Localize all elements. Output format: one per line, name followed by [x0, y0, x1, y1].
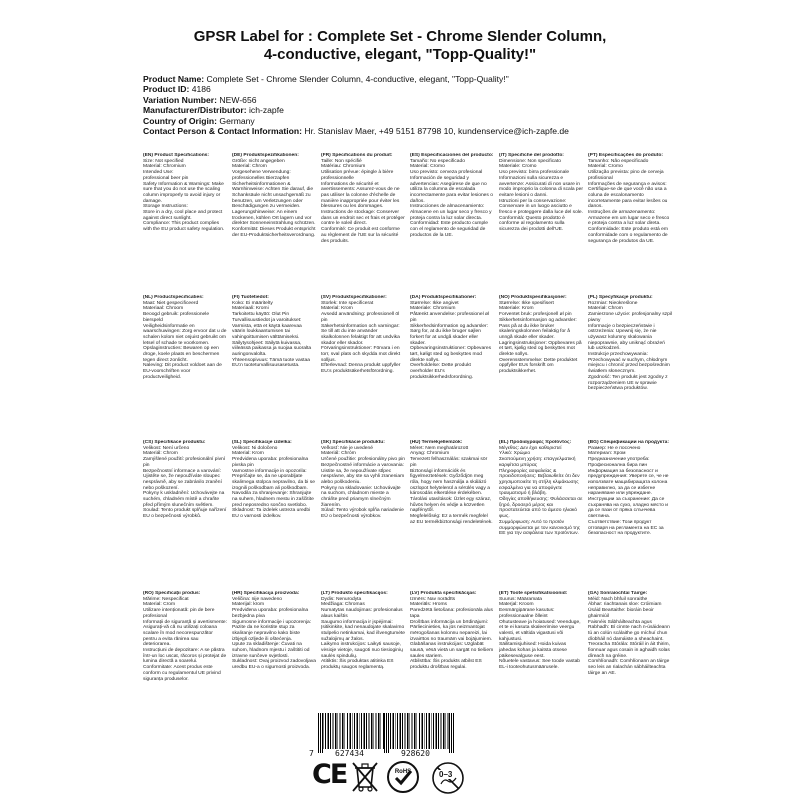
language-spec-block: [410, 295, 494, 440]
info-label: Product Name:: [143, 74, 205, 84]
spec-line: Υλικό: Χρώμιο: [499, 451, 531, 457]
spec-line: Biztonsági információk és figyelmeztetések: Győződjön meg róla, hogy nem használja a skálázó oszlopot helytelenül a sérülés vagy a károsodás elkerülése érdekében.: [410, 468, 490, 497]
spec-line: Atitiktis: Šis produktas atitinka ES produktų saugos reglamentą.: [321, 659, 394, 671]
language-spec-block: [410, 440, 494, 591]
spec-line: Materiał: Chrom: [588, 306, 623, 312]
spec-line: Comhlíonadh: Comhlíonann an táirge seo leis an rialachán sábháilteachta táirge an AE.: [588, 659, 670, 676]
spec-line: Velikost: Ni določeno: [232, 445, 278, 451]
spec-line: Treoracha Stórála: Stóráil in áit thirim, fionnuar agus cosain in aghaidh solas díreach na gréine.: [588, 642, 670, 659]
waste-bin-icon: [350, 760, 380, 794]
spec-line: Bezpečnostní informace a varování: Ujistěte se, že nepoužíváte sloupec nesprávně, aby se zabránilo zranění nebo poškození.: [143, 468, 222, 491]
spec-line: Material: Krom: [321, 306, 353, 312]
spec-line: Úsáid Beartaithe: bioráin beoir ghairmiúil: [588, 608, 654, 619]
info-row: [143, 116, 743, 126]
rohs-icon: [386, 760, 420, 794]
spec-line: Zamierzone użycie: profesjonalny szpil piwny: [588, 312, 672, 323]
spec-line: Materjal: Kroom: [499, 602, 534, 608]
spec-line: Instrukcje przechowywania: Przechowywać w suchym, chłodnym miejscu i chronić przed bezpośrednim światłem słonecznym.: [588, 352, 670, 375]
spec-row: [143, 153, 672, 295]
spec-line: Compliance: This product complies with the EU product safety regulation.: [143, 221, 225, 233]
spec-line: Laikymo instrukcijos: Laikyti sausoje, vėsioje vietoje, saugoti nuo tiesioginių saulės spindulių.: [321, 642, 403, 659]
spec-line: Súlad: Tento výrobok spĺňa nariadenie EÚ o bezpečnosti výrobkov.: [321, 508, 404, 520]
spec-line: Größe: nicht angegeben: [232, 158, 285, 164]
spec-line: Veľkosť: Nie je uvedené: [321, 445, 373, 451]
spec-line: Μέγεθος: Δεν έχει καθοριστεί: [499, 445, 562, 451]
spec-heading: (ES) Especificaciones del producto:: [410, 153, 494, 158]
spec-line: Material: Chrom: [232, 164, 267, 170]
spec-line: Material: Cromo: [588, 164, 623, 170]
spec-line: Съответствие: Този продукт отговаря на регламента на ЕС за безопасност на продуктите.: [588, 519, 664, 537]
spec-line: Opbevaringsinstruktioner: Opbevares tørt, køligt sted og beskyttes mod direkte sollys.: [410, 346, 492, 363]
spec-line: Conformidad: Este producto cumple con el reglamento de seguridad de productos de la UE.: [410, 221, 489, 238]
spec-line: Utilisation prévue: épingle à bière professionnelle: [321, 170, 394, 181]
spec-heading: (HR) Specifikacija proizvoda:: [232, 591, 300, 596]
spec-line: professional beer pin: [143, 175, 189, 181]
spec-line: Beoogd gebruik: professionele bierspeld: [143, 312, 210, 323]
spec-line: Tervezett felhasználás: szakmai sör pin: [410, 457, 488, 468]
spec-line: Avsedd användning: professionell öl pin: [321, 312, 400, 323]
spec-line: Materiāls: Hroms: [410, 602, 447, 608]
spec-line: Sikkerhetsinformasjon og advarsler: Pass på at du ikke bruker skaleringskolonnen feilaktig for å unngå skade eller skader.: [499, 317, 577, 340]
spec-line: Material: Krom: [232, 451, 264, 457]
spec-line: Dydis: Nenurodyta: [321, 596, 362, 602]
info-row: [143, 74, 743, 84]
language-spec-block: [588, 440, 672, 591]
info-label: Country of Origin:: [143, 115, 217, 126]
spec-line: Overholdelse: Dette produkt overholder EU's produktsikkerhedsforordning.: [410, 363, 474, 380]
spec-line: Säkerhetsinformation och varningar: Se till att du inte använder skalkolonnen felaktigt för att undvika skador eller skador.: [321, 323, 400, 346]
info-label: Contact Person & Contact Information:: [143, 126, 302, 137]
spec-line: Materijal: krom: [232, 602, 265, 608]
spec-line: Store in a dry, cool place and protect against direct sunlight.: [143, 210, 223, 221]
spec-line: Istruzioni per la conservazione: Conservare in un luogo asciutto e fresco e proteggere dalla luce del sole.: [499, 198, 583, 216]
spec-line: Upute za skladištenje: Čuvati na suhom, hladnom mjestu i zaštititi od izravne sunčeve svjetlosti.: [232, 642, 310, 659]
spec-line: Información de seguridad y advertencias: Asegúrese de que no utiliza la columna de escalada incorrectamente para evitar lesiones o daños.: [410, 175, 493, 204]
spec-line: Numatytas naudojimas: profesionalus alaus kaištis: [321, 608, 403, 619]
spec-line: Varnostne informacije in opozorila: Prepričajte se, da ne uporabljate skalirnega stolpca nepravilno, da bi se izognili poškodbam ali poškodbam.: [232, 468, 315, 491]
language-spec-block: [321, 295, 405, 440]
spec-line: Safety Information & Warnings: Make sure that you do not use the scaling column improperly to avoid injury or damage.: [143, 181, 224, 204]
spec-line: Tarkoitettu käyttö: Olut Pin: [232, 312, 290, 318]
info-label: Product ID:: [143, 84, 190, 95]
spec-line: Maat: Niet gespecificeerd: [143, 300, 199, 306]
spec-line: Materiál: Chrom: [143, 451, 178, 457]
spec-heading: (PL) Specyfikacje produktu:: [588, 295, 653, 300]
product-info: [143, 74, 743, 136]
spec-line: Efterlevnad: Denna produkt uppfyller EU:s produktsäkerhetsförordning.: [321, 363, 401, 375]
spec-line: Sikkerhedsinformation og advarsler: Sørg for, at du ikke bruger søjlen forkert for at undgå skader eller skader.: [410, 323, 489, 346]
spec-line: Material: Crom: [143, 602, 176, 608]
language-spec-block: [410, 153, 494, 295]
spec-line: Informații de siguranță și avertismente: Asigurați-vă că nu utilizați coloana scalare în mod necorespunzător pentru a evita rănirea sau deteriorarea.: [143, 619, 227, 648]
spec-line: Materiale: Krom: [499, 306, 534, 312]
spec-line: Säilytysohjeet: Säilytä kuivassa, viileässä paikassa ja suojaa suoralta auringonvalolta.: [232, 340, 312, 358]
spec-heading: (NL) Productspecificaties:: [143, 295, 204, 300]
spec-line: Ohutusteave ja hoiatused: Veenduge, et te ei kasuta skaleerimise veergu valesti, et vältida vigastusi või kahjustusi.: [499, 619, 581, 642]
spec-line: Informazioni sulla sicurezza e avvertenze: Assicurati di non usare in modo improprio la colonna di scala per evitare lesioni o danni.: [499, 175, 583, 198]
spec-line: Zamýšlené použití: profesionální pivní pin: [143, 457, 226, 468]
spec-line: Utilização prevista: pino de cerveja profissional: [588, 170, 664, 181]
language-spec-block: [499, 440, 583, 591]
info-value: Germany: [219, 115, 255, 126]
spec-heading: (PT) Especificações do produto:: [588, 153, 663, 158]
spec-line: Medžiaga: Chromas: [321, 602, 365, 608]
title-line-1: GPSR Label for : Complete Set - Chrome Slender Column,: [193, 28, 607, 45]
spec-line: Mărime: Nespecificat: [143, 596, 189, 602]
language-spec-block: [232, 591, 316, 738]
barcode-digit-first: 7: [306, 749, 317, 758]
spec-heading: (GA) Sonraíochtaí Táirge:: [588, 591, 648, 596]
spec-line: Saugumo informacija ir įspėjimai: Įsitikinkite, kad nenaudojate skalavimo stulpelio netinkamai, kad išvengtumėte sužalojimų ar žalos.: [321, 619, 405, 642]
spec-heading: (SV) Produktspecifikationer:: [321, 295, 387, 300]
spec-line: Nõuetele vastavus: See toode vastab EL-i tooteohutusmäärusele.: [499, 659, 581, 671]
language-spec-block: [588, 295, 672, 440]
spec-heading: (DA) Produktspecifikationer:: [410, 295, 477, 300]
spec-line: Velikost: Není určeno: [143, 445, 190, 451]
spec-line: Påtænkt anvendelse: professionel øl pin: [410, 312, 490, 323]
info-row: [143, 84, 743, 94]
info-row: [143, 95, 743, 105]
spec-line: Sukladnost: Ovaj proizvod zadovoljava uredbu EU-a o sigurnosti proizvoda.: [232, 659, 316, 671]
spec-line: Méret: Nem meghatározott: [410, 445, 469, 451]
label-title: [60, 28, 740, 64]
spec-line: Utilizare intenționată: pin de bere profesional: [143, 608, 215, 619]
spec-line: Atbilstība: Šis produkts atbilst ES produktu drošības regulai.: [410, 659, 482, 671]
spec-line: Størrelse: Ikke spesifisert: [499, 300, 554, 306]
spec-heading: (LT) Produkto specifikacijos:: [321, 591, 388, 596]
spec-line: Materiale: Cromo: [499, 164, 537, 170]
spec-line: Οδηγίες αποθήκευσης: Φυλάσσεται σε ξηρό, δροσερό μέρος και προστατεύεται από το άμεσο ηλιακό φως.: [499, 497, 583, 520]
info-value: Complete Set - Chrome Slender Column, 4-conductive, elegant, "Topp-Quality!": [206, 74, 509, 84]
language-spec-block: [143, 440, 227, 591]
spec-line: Tamaño: No especificado: [410, 158, 465, 164]
language-spec-block: [143, 153, 227, 295]
spec-line: Paredzētā lietošana: profesionāla alus tapa: [410, 608, 493, 619]
svg-text:RoHS: RoHS: [394, 769, 412, 775]
spec-line: Koko: Ei määritelty: [232, 300, 273, 306]
spec-heading: (NO) Produktspesifikasjoner:: [499, 295, 567, 300]
spec-heading: (ET) Toote spetsifikatsioonid:: [499, 591, 568, 596]
spec-line: Konformität: Dieses Produkt entspricht der EU-Produktsicherheitsverordnung.: [232, 227, 316, 238]
language-specs-grid: [143, 153, 672, 738]
language-spec-block: [232, 295, 316, 440]
spec-line: Anyag: Chromium: [410, 451, 450, 457]
spec-line: Инструкции за съхранение: Да се съхранява на сухо, хладно място и да се пази от пряка слънчева светлина.: [588, 497, 668, 520]
spec-line: Matériau: Chromium: [321, 164, 366, 170]
language-spec-block: [143, 295, 227, 440]
info-value: NEW-656: [219, 94, 257, 105]
spec-line: Skladnost: Ta izdelek ustreza uredbi EU o varnosti izdelkov.: [232, 508, 311, 520]
spec-line: Instrucțiuni de depozitare: A se păstra într-un loc uscat, răcoros și protejat de lumina directă a soarelui.: [143, 648, 227, 665]
language-spec-block: [232, 153, 316, 295]
spec-line: Uso previsto: cerveza profesional: [410, 170, 483, 176]
spec-line: Συμμόρφωση: Αυτό το προϊόν συμμορφώνεται με τον κανονισμό της ΕΕ για την ασφάλεια των προϊόντων.: [499, 519, 581, 537]
spec-line: Suurus: Määramata: [499, 596, 542, 602]
spec-line: Materiale: Chromium: [410, 306, 456, 312]
language-spec-block: [499, 591, 583, 738]
spec-line: Materiaal: Chroom: [143, 306, 184, 312]
spec-line: Predviđena uporaba: profesionalna bezbjedna piva: [232, 608, 309, 619]
spec-line: Förvaringsinstruktioner: Förvara i en torr, sval plats och skydda mot direkt solljus.: [321, 346, 401, 363]
age-restriction-icon: [428, 760, 468, 796]
spec-line: Soulad: Tento produkt splňuje nařízení EU o bezpečnosti výrobků.: [143, 508, 227, 520]
spec-line: Zgodność: Ten produkt jest zgodny z rozporządzeniem UE w sprawie bezpieczeństwa produktów.: [588, 374, 668, 392]
spec-line: Informacje o bezpieczeństwie i ostrzeżenia: Upewnij się, że nie używasz kolumny skalowania niepoprawnie, aby uniknąć obrażeń lub uszkodzeń.: [588, 323, 665, 352]
spec-line: Materiál: Chróm: [321, 451, 356, 457]
spec-line: Eesmärgipärane kasutus: professionaalne õlleint: [499, 608, 555, 619]
spec-heading: (BG) Спецификации на продукта:: [588, 440, 669, 445]
language-spec-block: [321, 153, 405, 295]
spec-heading: (HU) Termékjellemzők:: [410, 440, 463, 445]
spec-line: Uso previsto: birra professionale: [499, 170, 570, 176]
title-line-2: 4-conductive, elegant, "Topp-Quality!": [263, 46, 537, 63]
spec-line: Ábhar: riachtanais sloe: Cróimiam: [588, 602, 662, 608]
spec-line: Faisnéis Sábháilteachta agus Rabhadh: Bí cinnte nach n-úsáideann tú an colún scálaithe go míchuí chun díobháil nó damáiste a sheachaint.: [588, 619, 670, 642]
spec-line: Conformità: Questo prodotto è conforme al regolamento sulla sicurezza dei prodotti dell'UE.: [499, 215, 565, 233]
spec-line: Forventet bruk: profesjonell øl pin: [499, 312, 572, 318]
ean-barcode: [306, 713, 466, 757]
info-value: ich-zapfe: [249, 105, 284, 116]
spec-line: Материал: Хром: [588, 451, 626, 457]
language-spec-block: [499, 153, 583, 295]
info-value: 4186: [191, 84, 211, 95]
spec-heading: (FI) Tuotetiedot:: [232, 295, 269, 300]
spec-line: Predvidena uporaba: profesionalna pivska pin: [232, 457, 309, 468]
spec-line: Storlek: Inte specificerat: [321, 300, 374, 306]
spec-line: Conformitate: Acest produs este conform cu regulamentul UE privind siguranța produselor.: [143, 665, 221, 682]
barcode-bars: [318, 713, 454, 749]
spec-line: Opslaginstructies: Bewaren op een droge, koele plaats en beschermen tegen direct zonlicht.: [143, 346, 220, 363]
spec-line: Taille: Non spécifié: [321, 158, 362, 164]
spec-line: Tárolási utasítások: Üzlet egy száraz, hűvös helyen és védje a közvetlen napfénytől.: [410, 497, 492, 514]
spec-line: Izmērs: Nav norādīts: [410, 596, 456, 602]
spec-line: Pokyny k uskladnění: Uchovávejte na suchém, chladném místě a chraňte před přímým slunečním světlem.: [143, 491, 225, 508]
spec-line: Storage Instructions:: [143, 204, 188, 210]
info-row: [143, 126, 743, 136]
spec-line: Informações de segurança e avisos: Certifique-se de que você não usa a coluna de escalonamento incorretamente para evitar lesões ou danos.: [588, 181, 668, 210]
spec-heading: (SK) Špecifikácie produktu:: [321, 440, 385, 445]
info-label: Variation Number:: [143, 94, 218, 105]
language-spec-block: [143, 591, 227, 738]
spec-line: Material: Cromo: [410, 164, 445, 170]
spec-heading: (LV) Produkta specifikācijas:: [410, 591, 477, 596]
spec-line: Materiaali: Kromi: [232, 306, 269, 312]
spec-line: Material: Chromium: [143, 164, 186, 170]
spec-line: Navodila za shranjevanje: Shranjujte na suhem, hladnem mestu in zaščitite pred neposredno sončno svetlobo.: [232, 491, 314, 508]
spec-line: Určené použitie: profesionálny pivo pin: [321, 457, 405, 463]
spec-heading: (SL) Specifikacije izdelka:: [232, 440, 292, 445]
spec-line: Drošības informācija un brīdinājumi: Pārliecinieties, ka jūs neizmantojat mērogošanas kolonnu nepareizi, lai izvairītos no traumām vai bojājumiem.: [410, 619, 493, 642]
spec-line: Информация за безопасност и предупреждения: Уверете се, че не използвате мащабиращата колона неправилно, за да се избегне нараняване или увреждане.: [588, 468, 669, 497]
spec-row: [143, 440, 672, 591]
spec-heading: (IT) Specifiche del prodotto:: [499, 153, 564, 158]
language-spec-block: [588, 153, 672, 295]
language-spec-block: [321, 440, 405, 591]
language-spec-block: [232, 440, 316, 591]
barcode-digits-left: 627434: [332, 749, 367, 758]
spec-heading: (EL) Προδιαγραφές προϊόντος:: [499, 440, 572, 445]
spec-heading: (RO) Specificații produs:: [143, 591, 201, 596]
spec-line: Yhteensopivuus: Tämä tuote vastaa EU:n tuoteturvallisuusasetusta.: [232, 357, 310, 369]
age-label: 0–3: [439, 770, 453, 779]
spec-line: Size: Not specified: [143, 158, 184, 164]
spec-line: Glabāšanas instrukcijas: Uzglabāt sausā, vēsā vietā un sargāt no tiešiem saules stariem.: [410, 642, 494, 659]
spec-line: Naleving: Dit product voldoet aan de EU-voorschriften voor productveiligheid.: [143, 363, 222, 380]
info-label: Manufacturer/Distributor:: [143, 105, 247, 116]
spec-line: Sicherheitsinformationen & Warnhinweise: Achten Sie darauf, die Schanksäule nicht unsachgemäß zu benutzen, um Verletzungen oder Beschädigungen zu vermeiden.: [232, 181, 314, 210]
spec-line: Tamanho: Não especificado: [588, 158, 649, 164]
info-value: Hr. Stanislav Maer, +49 5151 87798 10, kundenservice@ich-zapfe.de: [304, 126, 569, 137]
spec-line: Dimensione: Non specificato: [499, 158, 561, 164]
spec-line: Størrelse: Ikke angivet: [410, 300, 459, 306]
spec-line: Säilitamisjuhised: Hoida kuivas jahedas kohas ja kaitsta otsese päikesevalguse eest.: [499, 642, 567, 659]
spec-line: Bezpečnostné informácie a varovania: Uistite sa, že nepoužívate stĺpec nesprávne, aby ste sa vyhli zraneniam alebo poškodeniu.: [321, 462, 405, 485]
language-spec-block: [588, 591, 672, 738]
spec-heading: (DE) Produktspezifikationen:: [232, 153, 299, 158]
spec-line: Pokyny na skladovanie: Uchovávajte na suchom, chladnom mieste a chráňte pred priamym slnečným žiarením.: [321, 485, 401, 508]
spec-line: Conformité: Ce produit est conforme au règlement de l'UE sur la sécurité des produits.: [321, 227, 400, 244]
spec-line: Méid: Nach bhfuil sonraithe: [588, 596, 648, 602]
spec-line: Rozmiar: Nieokreślone: [588, 300, 638, 306]
spec-line: Informations de sécurité et avertissements: Assurez-vous de ne pas utiliser la colonne d'échelle de manière inappropriée pour éviter les blessures ou les dommages.: [321, 181, 400, 210]
spec-line: Πληροφορίες ασφαλείας & προειδοποιήσεις: Βεβαιωθείτε ότι δεν χρησιμοποιείτε τη στήλη κλιμάκωσης εσφαλμένα για να αποφύγετε τραυματισμό ή βλάβη.: [499, 468, 580, 497]
barcode-digits-right: 928620: [398, 749, 433, 758]
spec-line: Veiligheidsinformatie en waarschuwingen: Zorg ervoor dat u de schalen kolom niet onjuist gebruikt om letsel of schade te voorkomen.: [143, 323, 227, 346]
spec-line: Lagerungshinweise: An einem trockenen, kühlen Ort lagern und vor direkter Sonneneinstrahlung schützen.: [232, 210, 316, 227]
spec-line: Megfelelőség: Ez a termék megfelel az EU termékbiztonsági rendeletének.: [410, 514, 493, 525]
spec-line: Veličina: nije navedeno: [232, 596, 283, 602]
spec-line: Instrucciones de almacenamiento: Almacene en un lugar seco y fresco y proteja contra la luz solar directa.: [410, 204, 492, 221]
spec-line: Vorgesehene Verwendung: professionelles Bierzapfen: [232, 170, 291, 181]
ce-mark-icon: CE: [312, 759, 347, 790]
spec-line: Instructions de stockage: Conserver dans un endroit sec et frais et protéger contre le soleil direct.: [321, 210, 405, 227]
spec-line: Sigurnosne informacije i upozorenja: Pazite da ne koristite stup za skaliranje nepravilno kako biste izbjegli ozljede ili oštećenja.: [232, 619, 312, 642]
language-spec-block: [499, 295, 583, 440]
spec-heading: (FR) Spécifications du produit:: [321, 153, 393, 158]
spec-line: Lagringsinstruksjoner: Oppbevares på et tørt, kjølig sted og beskyttes mot direkte sollys.: [499, 340, 582, 358]
spec-line: Instruções de armazenamento: Armazene em um lugar seco e fresco e proteja contra a luz solar direta.: [588, 210, 670, 227]
info-row: [143, 105, 743, 115]
spec-line: Overensstemmelse: Dette produktet oppfyller EUs forskrift om produktsikkerhet.: [499, 357, 578, 375]
spec-line: Размер: Не е посочено: [588, 445, 641, 451]
spec-line: Предназначение употреба: Професионална бира пин: [588, 457, 650, 468]
spec-line: Conformidade: Este produto está em conformidade com o regulamento de segurança de produtos da UE.: [588, 227, 668, 244]
spec-line: Intended Use:: [143, 170, 174, 176]
spec-line: Turvallisuustiedot ja varoitukset: Varmista, että et käytä kaarevaa väärin loukkaantumisen tai vahingoittumisen välttämiseksi.: [232, 317, 302, 340]
spec-heading: (CS) Specifikace produktu:: [143, 440, 206, 445]
spec-row: [143, 295, 672, 440]
spec-heading: (EN) Product Specifications:: [143, 153, 210, 158]
spec-line: Σκοπούμενη χρήση: επαγγελματική καρφίτσα μπύρας: [499, 457, 576, 468]
